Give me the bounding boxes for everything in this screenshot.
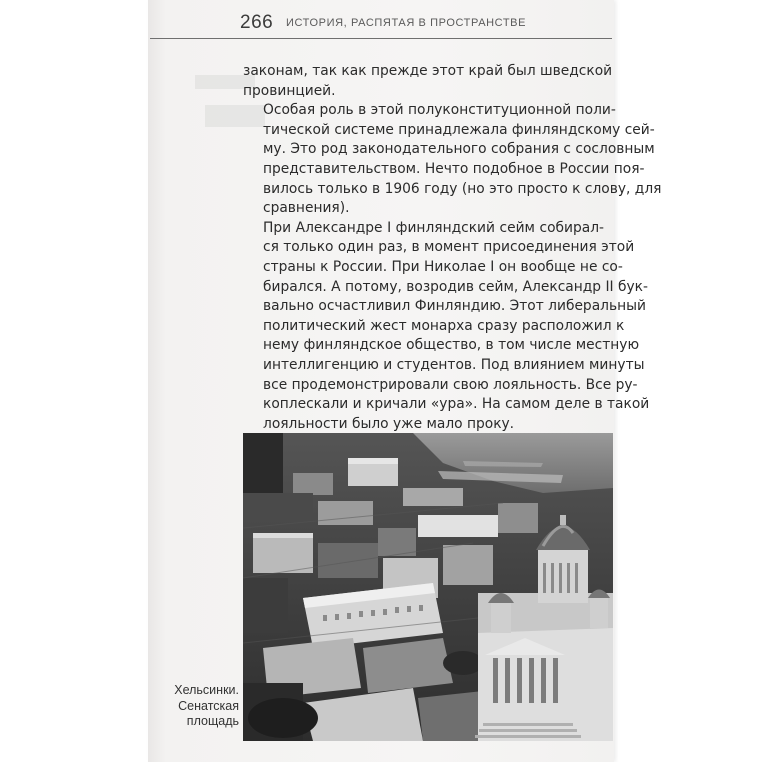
text-line: му. Это род законодательного собрания с сословным: [263, 141, 655, 158]
text-line: сравнения).: [263, 200, 350, 217]
text-line: тической системе принадлежала финляндскому сей-: [263, 121, 655, 138]
running-header: [150, 6, 612, 39]
text-line: При Александре I финляндский сейм собирал-: [263, 219, 604, 236]
caption-line: площадь: [186, 714, 239, 728]
text-line: представительством. Нечто подобное в России поя-: [263, 160, 645, 177]
text-line: вально осчастливил Финляндию. Этот либеральный: [263, 298, 646, 315]
text-line: Особая роль в этой полуконституционной поли-: [263, 102, 616, 119]
text-line: провинцией.: [243, 82, 336, 99]
text-line: лояльности было уже мало проку.: [263, 415, 515, 432]
paragraph-1: [243, 62, 613, 101]
text-line: законам, так как прежде этот край был шведской: [243, 63, 613, 79]
page-number: 266: [240, 12, 274, 33]
text-line: коплескали и кричали «ура». На самом деле в такой: [263, 396, 650, 413]
text-line: страны к России. При Николае I он вообще не со-: [263, 258, 623, 275]
text-line: нему финляндское общество, в том числе местную: [263, 337, 640, 354]
text-line: бирался. А потому, возродив сейм, Александр II бук-: [263, 278, 648, 295]
paragraph-2: [243, 101, 662, 219]
text-line: политический жест монарха сразу расположил к: [263, 317, 625, 334]
photo-caption: [119, 683, 239, 730]
text-line: ся только один раз, в момент присоединения этой: [263, 239, 635, 256]
running-title: ИСТОРИЯ, РАСПЯТАЯ В ПРОСТРАНСТВЕ: [286, 17, 527, 29]
paragraph-3: [243, 219, 650, 435]
helsinki-senate-square-photo: [243, 433, 613, 741]
text-line: все продемонстрировали свою лояльность. Все ру-: [263, 376, 638, 393]
aerial-city-photo: [243, 433, 613, 741]
text-line: вилось только в 1906 году (но это просто к слову, для: [263, 180, 662, 197]
caption-line: Сенатская: [178, 698, 239, 713]
body-text: [243, 62, 662, 434]
text-line: интеллигенцию и студентов. Под влиянием минуты: [263, 356, 645, 373]
caption-line: Хельсинки.: [174, 683, 239, 697]
